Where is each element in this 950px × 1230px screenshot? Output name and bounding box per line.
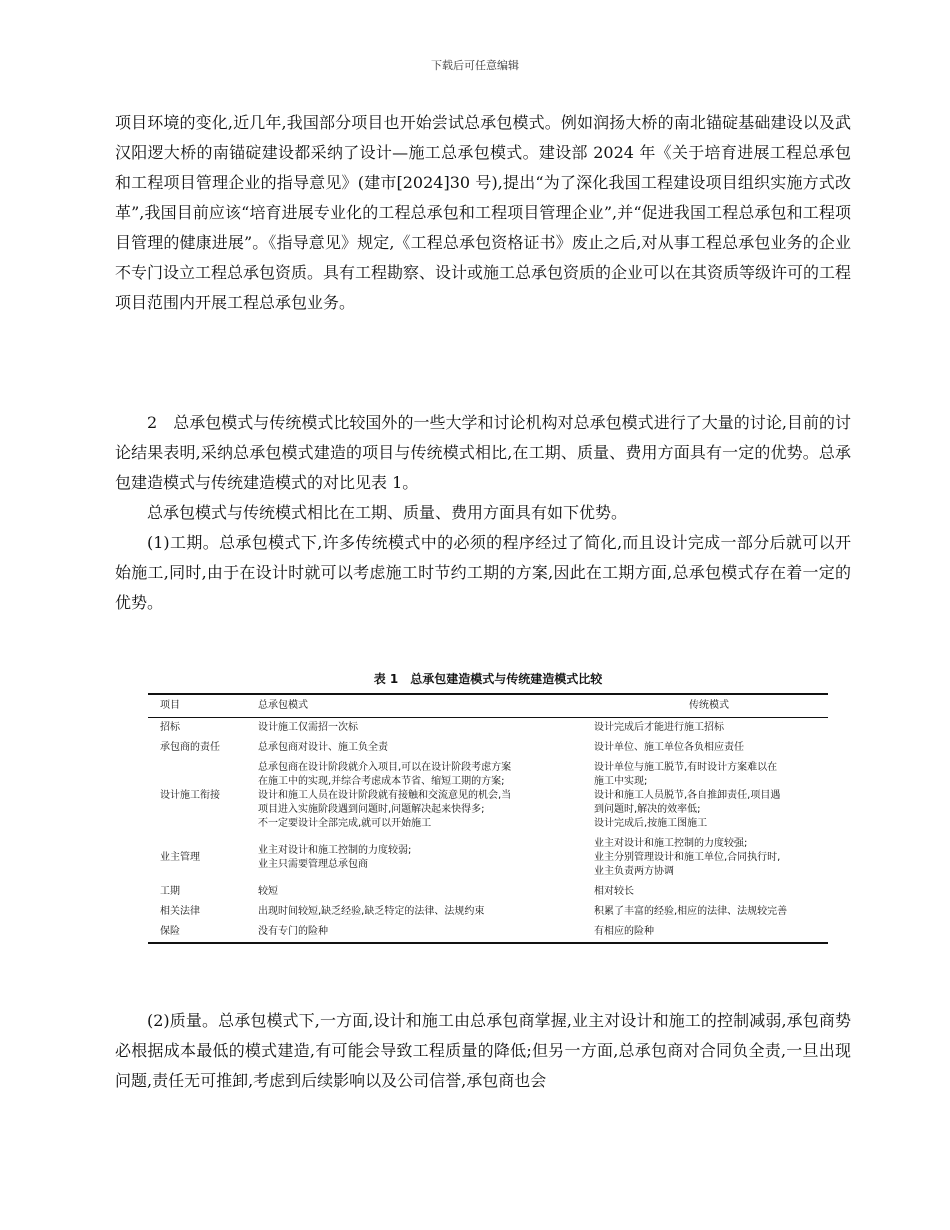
body-section-middle — [115, 408, 851, 618]
table-row — [148, 758, 828, 834]
paragraph: 总承包模式与传统模式相比在工期、质量、费用方面具有如下优势。 — [147, 503, 628, 522]
table-cell: 工期 — [160, 886, 180, 897]
table-cell: 积累了丰富的经验,相应的法律、法规较完善 — [594, 906, 788, 917]
table-cell: 业主对设计和施工控制的力度较弱; 业主只需要管理总承包商 — [258, 845, 412, 870]
table-cell: 业主对设计和施工控制的力度较强; 业主分别管理设计和施工单位,合同执行时, 业主负责两方协调 — [594, 838, 781, 877]
table-cell: 设计完成后才能进行施工招标 — [594, 722, 724, 733]
table-cell: 没有专门的险种 — [258, 926, 328, 937]
table-cell: 相对较长 — [594, 886, 634, 897]
table-cell: 设计单位与施工脱节,有时设计方案难以在 施工中实现; 设计和施工人员脱节,各自推卸责任,项目遇 到问题时,解决的效率低; 设计完成后,按施工图施工 — [594, 762, 781, 829]
table-row — [148, 718, 828, 739]
table-row — [148, 882, 828, 902]
table-row — [148, 902, 828, 922]
table-cell: 总承包商在设计阶段就介入项目,可以在设计阶段考虑方案 在施工中的实现,并综合考虑成本节省、缩短工期的方案; 设计和施工人员在设计阶段就有接触和交流意见的机会,当 项目进入实施阶段遇到问题时,问题解决起来快得多; 不一定要设计全部完成,就可以开始施工 — [258, 762, 512, 829]
comparison-table — [148, 693, 828, 944]
table-cell: 相关法律 — [160, 906, 200, 917]
body-section-top — [115, 108, 851, 318]
column-header: 项目 — [160, 700, 180, 711]
paragraph: 2 总承包模式与传统模式比较国外的一些大学和讨论机构对总承包模式进行了大量的讨论,目前的讨论结果表明,采纳总承包模式建造的项目与传统模式相比,在工期、质量、费用方面具有一定的优势。总承包建造模式与传统建造模式的对比见表 1。 — [115, 413, 851, 492]
table-row — [148, 738, 828, 758]
table-cell: 设计施工仅需招一次标 — [258, 722, 358, 733]
table-cell: 出现时间较短,缺乏经验,缺乏特定的法律、法规约束 — [258, 906, 485, 917]
body-section-bottom — [115, 1006, 851, 1096]
table-cell: 招标 — [160, 722, 180, 733]
table-header-row — [148, 694, 828, 718]
paragraph: (1)工期。总承包模式下,许多传统模式中的必须的程序经过了简化,而且设计完成一部分后就可以开始施工,同时,由于在设计时就可以考虑施工时节约工期的方案,因此在工期方面,总承包模式存在着一定的优势。 — [115, 533, 851, 612]
table-cell: 设计施工衔接 — [160, 790, 220, 801]
table-row — [148, 834, 828, 882]
table-cell: 有相应的险种 — [594, 926, 654, 937]
column-header: 传统模式 — [689, 700, 729, 711]
comparison-table-figure — [148, 670, 828, 944]
table-row — [148, 922, 828, 943]
table-title: 表 1 总承包建造模式与传统建造模式比较 — [373, 672, 603, 686]
table-cell: 承包商的责任 — [160, 742, 220, 753]
column-header: 总承包模式 — [258, 700, 308, 711]
table-cell: 设计单位、施工单位各负相应责任 — [594, 742, 744, 753]
table-cell: 保险 — [160, 926, 180, 937]
paragraph: 项目环境的变化,近几年,我国部分项目也开始尝试总承包模式。例如润扬大桥的南北锚碇基础建设以及武汉阳逻大桥的南锚碇建设都采纳了设计—施工总承包模式。建设部 2024 年《关于培育进展工程总承包和工程项目管理企业的指导意见》(建市[2024]30 号),提出“为了深化我国工程建设项目组织实施方式改革”,我国目前应该“培育进展专业化的工程总承包和工程项目管理企业”,并“促进我国工程总承包和工程项目管理的健康进展”。《指导意见》规定,《工程总承包资格证书》废止之后,对从事工程总承包业务的企业不专门设立工程总承包资质。具有工程勘察、设计或施工总承包资质的企业可以在其资质等级许可的工程项目范围内开展工程总承包业务。 — [115, 113, 852, 312]
paragraph: (2)质量。总承包模式下,一方面,设计和施工由总承包商掌握,业主对设计和施工的控制减弱,承包商势必根据成本最低的模式建造,有可能会导致工程质量的降低;但另一方面,总承包商对合同负全责,一旦出现问题,责任无可推卸,考虑到后续影响以及公司信誉,承包商也会 — [115, 1011, 851, 1090]
table-cell: 较短 — [258, 886, 278, 897]
table-cell: 业主管理 — [160, 852, 200, 863]
table-cell: 总承包商对设计、施工负全责 — [258, 742, 388, 753]
page-header: 下载后可任意编辑 — [431, 59, 519, 72]
